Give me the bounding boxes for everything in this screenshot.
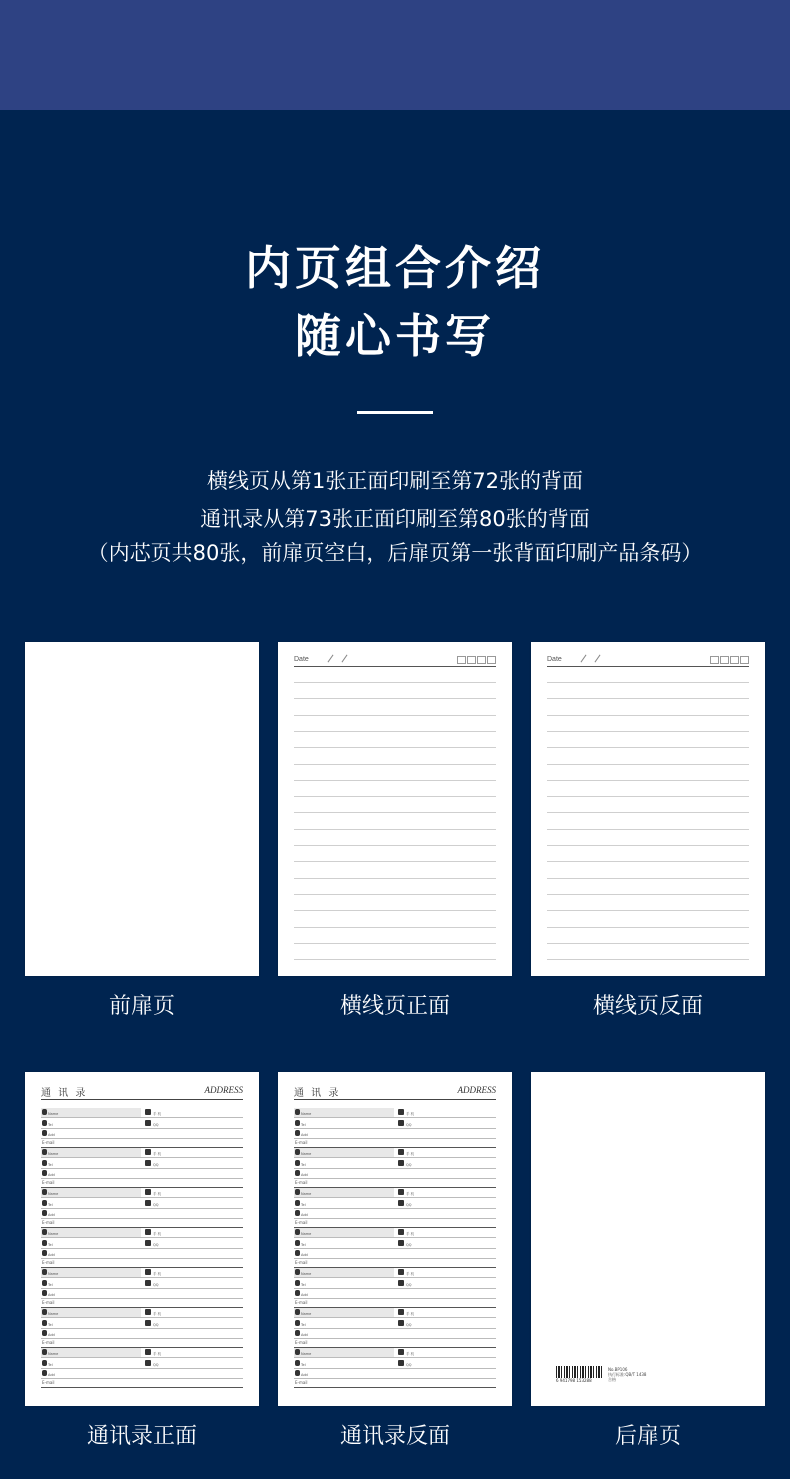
address-label: ADDRESS xyxy=(204,1085,243,1095)
field-line xyxy=(41,1328,243,1329)
name-label: Name xyxy=(301,1352,312,1356)
field-line xyxy=(294,1237,496,1238)
ruled-line xyxy=(294,927,496,928)
phone-icon xyxy=(42,1200,47,1206)
phone-icon xyxy=(295,1280,300,1286)
lined-back-caption: 横线页反面 xyxy=(592,994,703,1019)
ruled-line xyxy=(294,747,496,748)
qq-icon xyxy=(145,1120,151,1126)
tel-label: Tel xyxy=(301,1163,306,1167)
mobile-icon xyxy=(398,1229,404,1235)
qq-icon xyxy=(398,1160,404,1166)
tel-label: Tel xyxy=(301,1123,306,1127)
home-icon xyxy=(295,1290,300,1296)
address-entry xyxy=(294,1188,496,1228)
address-entry xyxy=(41,1308,243,1348)
lined-back-page xyxy=(531,642,765,976)
address-entry xyxy=(294,1308,496,1348)
phone-icon xyxy=(42,1120,47,1126)
home-icon xyxy=(42,1250,47,1256)
lined-front-caption: 横线页正面 xyxy=(339,994,450,1019)
name-label: Name xyxy=(48,1272,59,1276)
header-rule xyxy=(294,1099,496,1100)
email-label: E-mail xyxy=(295,1260,308,1265)
description-line-3: （内芯页共80张，前扉页空白，后扉页第一张背面印刷产品条码） xyxy=(87,541,703,565)
back-cover-page xyxy=(531,1072,765,1406)
email-label: E-mail xyxy=(42,1380,55,1385)
date-slash xyxy=(328,655,334,663)
ruled-line xyxy=(547,861,749,862)
address-entry xyxy=(294,1348,496,1388)
mobile-icon xyxy=(398,1109,404,1115)
field-line xyxy=(294,1368,496,1369)
ruled-line xyxy=(294,715,496,716)
home-icon xyxy=(42,1210,47,1216)
address-entry xyxy=(294,1268,496,1308)
description-line-1: 横线页从第1张正面印刷至第72张的背面 xyxy=(206,469,584,493)
name-label: Name xyxy=(48,1192,59,1196)
field-line xyxy=(294,1378,496,1379)
add-label: Add xyxy=(48,1253,55,1257)
field-line xyxy=(41,1128,243,1129)
phone-icon xyxy=(295,1160,300,1166)
person-icon xyxy=(42,1149,47,1155)
address-entry xyxy=(41,1348,243,1388)
address-title: 通 讯 录 xyxy=(41,1088,88,1099)
add-label: Add xyxy=(48,1333,55,1337)
person-icon xyxy=(295,1109,300,1115)
name-label: Name xyxy=(301,1112,312,1116)
person-icon xyxy=(42,1229,47,1235)
home-icon xyxy=(295,1210,300,1216)
field-line xyxy=(294,1178,496,1179)
tel-label: Tel xyxy=(48,1323,53,1327)
address-entry xyxy=(41,1188,243,1228)
field-line xyxy=(41,1237,243,1238)
ruled-line xyxy=(547,845,749,846)
lined-front-page xyxy=(278,642,512,976)
phone-icon xyxy=(295,1200,300,1206)
field-line xyxy=(41,1298,243,1299)
tel-label: Tel xyxy=(48,1203,53,1207)
person-icon xyxy=(295,1229,300,1235)
mobile-label: 手 机 xyxy=(406,1232,415,1236)
tel-label: Tel xyxy=(48,1243,53,1247)
checkbox-group xyxy=(710,656,749,663)
field-line xyxy=(41,1368,243,1369)
field-line xyxy=(294,1197,496,1198)
field-line xyxy=(294,1298,496,1299)
qq-label: QQ xyxy=(406,1323,412,1327)
field-line xyxy=(41,1378,243,1379)
add-label: Add xyxy=(301,1213,308,1217)
mobile-icon xyxy=(145,1229,151,1235)
ruled-line xyxy=(547,894,749,895)
home-icon xyxy=(295,1170,300,1176)
address-back-caption: 通讯录反面 xyxy=(339,1424,450,1449)
ruled-line xyxy=(547,747,749,748)
ruled-line xyxy=(294,845,496,846)
mobile-label: 手 机 xyxy=(406,1352,415,1356)
person-icon xyxy=(295,1269,300,1275)
field-line xyxy=(41,1338,243,1339)
qq-label: QQ xyxy=(153,1243,159,1247)
tel-label: Tel xyxy=(301,1323,306,1327)
tel-label: Tel xyxy=(48,1363,53,1367)
ruled-line xyxy=(294,894,496,895)
front-cover-caption: 前扉页 xyxy=(108,994,175,1019)
qq-label: QQ xyxy=(153,1203,159,1207)
phone-icon xyxy=(42,1160,47,1166)
ruled-line xyxy=(547,878,749,879)
home-icon xyxy=(42,1330,47,1336)
mobile-icon xyxy=(398,1269,404,1275)
ruled-line xyxy=(547,910,749,911)
qq-icon xyxy=(145,1160,151,1166)
mobile-icon xyxy=(398,1309,404,1315)
mobile-icon xyxy=(145,1309,151,1315)
address-entry xyxy=(41,1108,243,1148)
email-label: E-mail xyxy=(295,1140,308,1145)
mobile-icon xyxy=(398,1189,404,1195)
header-rule xyxy=(547,666,749,667)
address-entry xyxy=(41,1148,243,1188)
product-qualified: 合格 xyxy=(608,1377,616,1382)
ruled-line xyxy=(294,780,496,781)
field-line xyxy=(294,1328,496,1329)
ruled-line xyxy=(547,698,749,699)
mobile-label: 手 机 xyxy=(153,1272,162,1276)
add-label: Add xyxy=(301,1333,308,1337)
tel-label: Tel xyxy=(301,1203,306,1207)
email-label: E-mail xyxy=(42,1220,55,1225)
name-label: Name xyxy=(301,1152,312,1156)
qq-icon xyxy=(145,1200,151,1206)
name-label: Name xyxy=(48,1352,59,1356)
qq-label: QQ xyxy=(406,1163,412,1167)
add-label: Add xyxy=(301,1373,308,1377)
phone-icon xyxy=(42,1320,47,1326)
field-line xyxy=(294,1128,496,1129)
mobile-label: 手 机 xyxy=(406,1192,415,1196)
field-line xyxy=(41,1357,243,1358)
add-label: Add xyxy=(301,1133,308,1137)
date-slash xyxy=(595,655,601,663)
person-icon xyxy=(42,1309,47,1315)
date-slash xyxy=(581,655,587,663)
entry-divider xyxy=(41,1387,243,1388)
phone-icon xyxy=(42,1240,47,1246)
name-label: Name xyxy=(301,1272,312,1276)
field-line xyxy=(294,1357,496,1358)
mobile-label: 手 机 xyxy=(406,1152,415,1156)
ruled-line xyxy=(294,682,496,683)
phone-icon xyxy=(42,1280,47,1286)
header-rule xyxy=(41,1099,243,1100)
person-icon xyxy=(295,1149,300,1155)
tel-label: Tel xyxy=(301,1283,306,1287)
name-label: Name xyxy=(301,1232,312,1236)
tel-label: Tel xyxy=(301,1243,306,1247)
field-line xyxy=(41,1117,243,1118)
person-icon xyxy=(42,1349,47,1355)
product-number: No.BP106 xyxy=(608,1367,628,1372)
field-line xyxy=(294,1218,496,1219)
person-icon xyxy=(295,1189,300,1195)
mobile-icon xyxy=(145,1349,151,1355)
ruled-line xyxy=(294,943,496,944)
date-slash xyxy=(342,655,348,663)
mobile-label: 手 机 xyxy=(153,1152,162,1156)
mobile-icon xyxy=(145,1109,151,1115)
email-label: E-mail xyxy=(295,1340,308,1345)
add-label: Add xyxy=(301,1253,308,1257)
mobile-label: 手 机 xyxy=(153,1312,162,1316)
tel-label: Tel xyxy=(48,1123,53,1127)
tel-label: Tel xyxy=(48,1163,53,1167)
field-line xyxy=(294,1288,496,1289)
add-label: Add xyxy=(301,1293,308,1297)
person-icon xyxy=(42,1189,47,1195)
ruled-line xyxy=(547,780,749,781)
front-cover-page xyxy=(25,642,259,976)
add-label: Add xyxy=(48,1293,55,1297)
add-label: Add xyxy=(48,1173,55,1177)
ruled-line xyxy=(547,715,749,716)
top-band xyxy=(0,0,790,110)
email-label: E-mail xyxy=(42,1140,55,1145)
field-line xyxy=(41,1258,243,1259)
qq-label: QQ xyxy=(153,1123,159,1127)
field-line xyxy=(294,1168,496,1169)
name-label: Name xyxy=(48,1112,59,1116)
field-line xyxy=(41,1197,243,1198)
page-title: 内页组合介绍 xyxy=(245,241,545,295)
name-label: Name xyxy=(301,1192,312,1196)
ruled-line xyxy=(547,927,749,928)
mobile-label: 手 机 xyxy=(406,1112,415,1116)
entry-divider xyxy=(294,1387,496,1388)
phone-icon xyxy=(295,1240,300,1246)
page-subtitle: 随心书写 xyxy=(295,309,495,363)
ruled-line xyxy=(547,731,749,732)
address-front-caption: 通讯录正面 xyxy=(86,1424,197,1449)
phone-icon xyxy=(295,1320,300,1326)
mobile-label: 手 机 xyxy=(406,1312,415,1316)
field-line xyxy=(41,1178,243,1179)
address-entry xyxy=(294,1228,496,1268)
tel-label: Tel xyxy=(301,1363,306,1367)
header-rule xyxy=(294,666,496,667)
field-line xyxy=(294,1277,496,1278)
product-info xyxy=(608,1367,646,1382)
qq-icon xyxy=(398,1320,404,1326)
address-front-page xyxy=(25,1072,259,1406)
product-standard: 执行标准:QB/T 1438 xyxy=(608,1372,647,1377)
field-line xyxy=(41,1277,243,1278)
ruled-line xyxy=(294,861,496,862)
field-line xyxy=(41,1208,243,1209)
mobile-icon xyxy=(398,1349,404,1355)
email-label: E-mail xyxy=(295,1180,308,1185)
address-label: ADDRESS xyxy=(457,1085,496,1095)
field-line xyxy=(294,1117,496,1118)
mobile-icon xyxy=(145,1269,151,1275)
qq-icon xyxy=(145,1240,151,1246)
address-entry xyxy=(41,1228,243,1268)
home-icon xyxy=(295,1130,300,1136)
email-label: E-mail xyxy=(42,1180,55,1185)
email-label: E-mail xyxy=(295,1300,308,1305)
add-label: Add xyxy=(48,1133,55,1137)
home-icon xyxy=(295,1330,300,1336)
field-line xyxy=(41,1288,243,1289)
qq-icon xyxy=(398,1120,404,1126)
email-label: E-mail xyxy=(295,1220,308,1225)
mobile-label: 手 机 xyxy=(153,1352,162,1356)
date-label: Date xyxy=(294,656,309,663)
ruled-line xyxy=(294,731,496,732)
add-label: Add xyxy=(301,1173,308,1177)
qq-label: QQ xyxy=(406,1363,412,1367)
ruled-line xyxy=(547,943,749,944)
qq-label: QQ xyxy=(153,1283,159,1287)
ruled-line xyxy=(294,764,496,765)
ruled-line xyxy=(294,829,496,830)
mobile-label: 手 机 xyxy=(153,1112,162,1116)
ruled-line xyxy=(547,812,749,813)
ruled-line xyxy=(547,829,749,830)
person-icon xyxy=(42,1109,47,1115)
qq-label: QQ xyxy=(406,1123,412,1127)
qq-label: QQ xyxy=(153,1363,159,1367)
tel-label: Tel xyxy=(48,1283,53,1287)
field-line xyxy=(41,1317,243,1318)
ruled-line xyxy=(547,959,749,960)
home-icon xyxy=(295,1370,300,1376)
ruled-line xyxy=(294,878,496,879)
address-entry xyxy=(41,1268,243,1308)
phone-icon xyxy=(295,1120,300,1126)
description-line-2: 通讯录从第73张正面印刷至第80张的背面 xyxy=(200,507,590,531)
back-cover-caption: 后扉页 xyxy=(614,1424,681,1449)
home-icon xyxy=(42,1130,47,1136)
home-icon xyxy=(42,1370,47,1376)
address-entry xyxy=(294,1148,496,1188)
qq-label: QQ xyxy=(153,1323,159,1327)
person-icon xyxy=(295,1349,300,1355)
ruled-line xyxy=(294,959,496,960)
field-line xyxy=(294,1258,496,1259)
phone-icon xyxy=(42,1360,47,1366)
qq-label: QQ xyxy=(406,1203,412,1207)
field-line xyxy=(294,1138,496,1139)
ruled-line xyxy=(547,796,749,797)
email-label: E-mail xyxy=(42,1340,55,1345)
add-label: Add xyxy=(48,1213,55,1217)
ruled-line xyxy=(294,812,496,813)
qq-icon xyxy=(145,1320,151,1326)
mobile-label: 手 机 xyxy=(153,1192,162,1196)
home-icon xyxy=(42,1290,47,1296)
home-icon xyxy=(42,1170,47,1176)
mobile-label: 手 机 xyxy=(406,1272,415,1276)
mobile-icon xyxy=(145,1149,151,1155)
qq-icon xyxy=(398,1280,404,1286)
qq-icon xyxy=(398,1240,404,1246)
barcode xyxy=(556,1366,604,1378)
home-icon xyxy=(295,1250,300,1256)
barcode-number: 6 941798 153288 xyxy=(556,1378,592,1383)
qq-label: QQ xyxy=(153,1163,159,1167)
field-line xyxy=(41,1138,243,1139)
person-icon xyxy=(42,1269,47,1275)
mobile-icon xyxy=(398,1149,404,1155)
add-label: Add xyxy=(48,1373,55,1377)
ruled-line xyxy=(547,682,749,683)
address-entry xyxy=(294,1108,496,1148)
person-icon xyxy=(295,1309,300,1315)
field-line xyxy=(294,1157,496,1158)
name-label: Name xyxy=(48,1312,59,1316)
field-line xyxy=(294,1338,496,1339)
mobile-label: 手 机 xyxy=(153,1232,162,1236)
address-back-page xyxy=(278,1072,512,1406)
ruled-line xyxy=(547,764,749,765)
field-line xyxy=(41,1218,243,1219)
qq-icon xyxy=(398,1200,404,1206)
title-divider xyxy=(357,411,433,414)
field-line xyxy=(294,1248,496,1249)
field-line xyxy=(41,1248,243,1249)
field-line xyxy=(41,1157,243,1158)
email-label: E-mail xyxy=(42,1260,55,1265)
qq-icon xyxy=(398,1360,404,1366)
name-label: Name xyxy=(48,1232,59,1236)
name-label: Name xyxy=(48,1152,59,1156)
date-label: Date xyxy=(547,656,562,663)
email-label: E-mail xyxy=(295,1380,308,1385)
qq-icon xyxy=(145,1280,151,1286)
name-label: Name xyxy=(301,1312,312,1316)
field-line xyxy=(41,1168,243,1169)
qq-label: QQ xyxy=(406,1243,412,1247)
field-line xyxy=(294,1317,496,1318)
ruled-line xyxy=(294,910,496,911)
ruled-line xyxy=(294,796,496,797)
qq-icon xyxy=(145,1360,151,1366)
phone-icon xyxy=(295,1360,300,1366)
field-line xyxy=(294,1208,496,1209)
address-title: 通 讯 录 xyxy=(294,1088,341,1099)
ruled-line xyxy=(294,698,496,699)
email-label: E-mail xyxy=(42,1300,55,1305)
qq-label: QQ xyxy=(406,1283,412,1287)
checkbox-group xyxy=(457,656,496,663)
mobile-icon xyxy=(145,1189,151,1195)
